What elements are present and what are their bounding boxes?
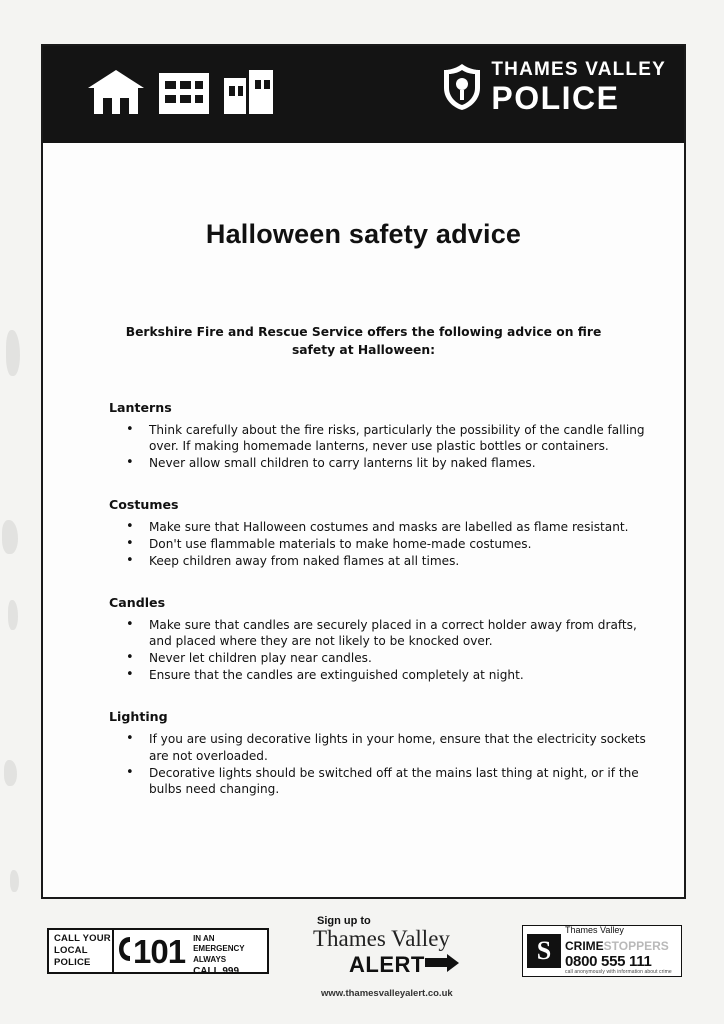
thames-valley-alert-logo[interactable]	[311, 915, 491, 999]
list-item: • Think carefully about the fire risks, particularly the possibility of the candle falling over. If making homemade lanterns, never use plastic bottles or containers.	[126, 422, 650, 454]
list-item: • Keep children away from naked flames at all times.	[126, 553, 650, 569]
scan-artifact	[8, 600, 18, 630]
signup-label: Sign up to	[317, 915, 371, 927]
section-list	[109, 519, 650, 569]
emergency-line-4: CALL 999	[193, 966, 240, 978]
telephone-handset-icon	[117, 936, 133, 966]
section-list	[109, 731, 650, 796]
alert-url[interactable]: www.thamesvalleyalert.co.uk	[321, 988, 453, 1000]
crimestoppers-s-icon: S	[527, 934, 561, 968]
wave-divider	[43, 131, 684, 143]
emergency-line-2: EMERGENCY	[193, 944, 245, 954]
section-heading: Costumes	[109, 496, 179, 512]
local-label: LOCAL	[54, 944, 88, 956]
crimestoppers-smallprint: call anonymously with information about crime	[565, 969, 672, 976]
list-item: • Make sure that Halloween costumes and masks are labelled as flame resistant.	[126, 519, 650, 535]
emergency-line-1: IN AN	[193, 934, 215, 943]
page-title: Halloween safety advice	[205, 219, 522, 249]
police-logo	[442, 60, 666, 114]
crimestoppers-number: 0800 555 111	[565, 952, 652, 970]
list-item: • If you are using decorative lights in your home, ensure that the electricity sockets are not overloaded.	[126, 731, 650, 763]
crimestoppers-stoppers-word: STOPPERS	[603, 939, 669, 954]
section-list	[109, 422, 650, 471]
section-costumes	[77, 497, 650, 569]
section-list	[109, 617, 650, 683]
list-item: • Ensure that the candles are extinguished completely at night.	[126, 667, 650, 683]
scan-artifact	[4, 760, 17, 786]
crimestoppers-badge	[522, 925, 682, 977]
crimestoppers-crime-word: CRIME	[565, 939, 604, 954]
poster-document	[41, 44, 686, 899]
section-lanterns	[77, 400, 650, 471]
call-your-label: CALL YOUR	[54, 933, 111, 944]
alert-word: ALERT	[349, 952, 425, 978]
section-heading: Lanterns	[109, 399, 172, 415]
intro-paragraph: Berkshire Fire and Rescue Service offers the following advice on fire safety at Halloween:	[125, 325, 602, 357]
list-item: • Never allow small children to carry lanterns lit by naked flames.	[126, 455, 650, 471]
alert-brand: Thames Valley	[313, 926, 450, 951]
police-crest-icon	[442, 62, 482, 112]
buildings-skyline-icon	[87, 66, 275, 114]
force-name-line1: THAMES VALLEY	[491, 59, 666, 80]
non-emergency-number: 101	[133, 932, 186, 970]
poster-content	[43, 219, 684, 797]
poster-header	[43, 46, 684, 143]
section-heading: Candles	[109, 595, 166, 611]
section-lighting	[77, 709, 650, 796]
police-label: POLICE	[54, 956, 91, 968]
crimestoppers-region: Thames Valley	[565, 925, 624, 936]
scan-artifact	[10, 870, 19, 892]
emergency-line-3: ALWAYS	[193, 954, 227, 964]
list-item: • Don't use flammable materials to make home-made costumes.	[126, 536, 650, 552]
force-name-line2: POLICE	[491, 80, 620, 116]
poster-footer	[0, 905, 724, 1024]
list-item: • Make sure that candles are securely placed in a correct holder away from drafts, and placed where they are not likely to be knocked over.	[126, 617, 650, 649]
section-heading: Lighting	[109, 709, 168, 725]
list-item: • Decorative lights should be switched off at the mains last thing at night, or if the bulbs need changing.	[126, 765, 650, 797]
call-101-badge	[47, 928, 269, 978]
section-candles	[77, 595, 650, 683]
right-arrow-icon	[425, 954, 459, 976]
list-item: • Never let children play near candles.	[126, 650, 650, 666]
scan-artifact	[2, 520, 18, 554]
scan-artifact	[6, 330, 20, 376]
